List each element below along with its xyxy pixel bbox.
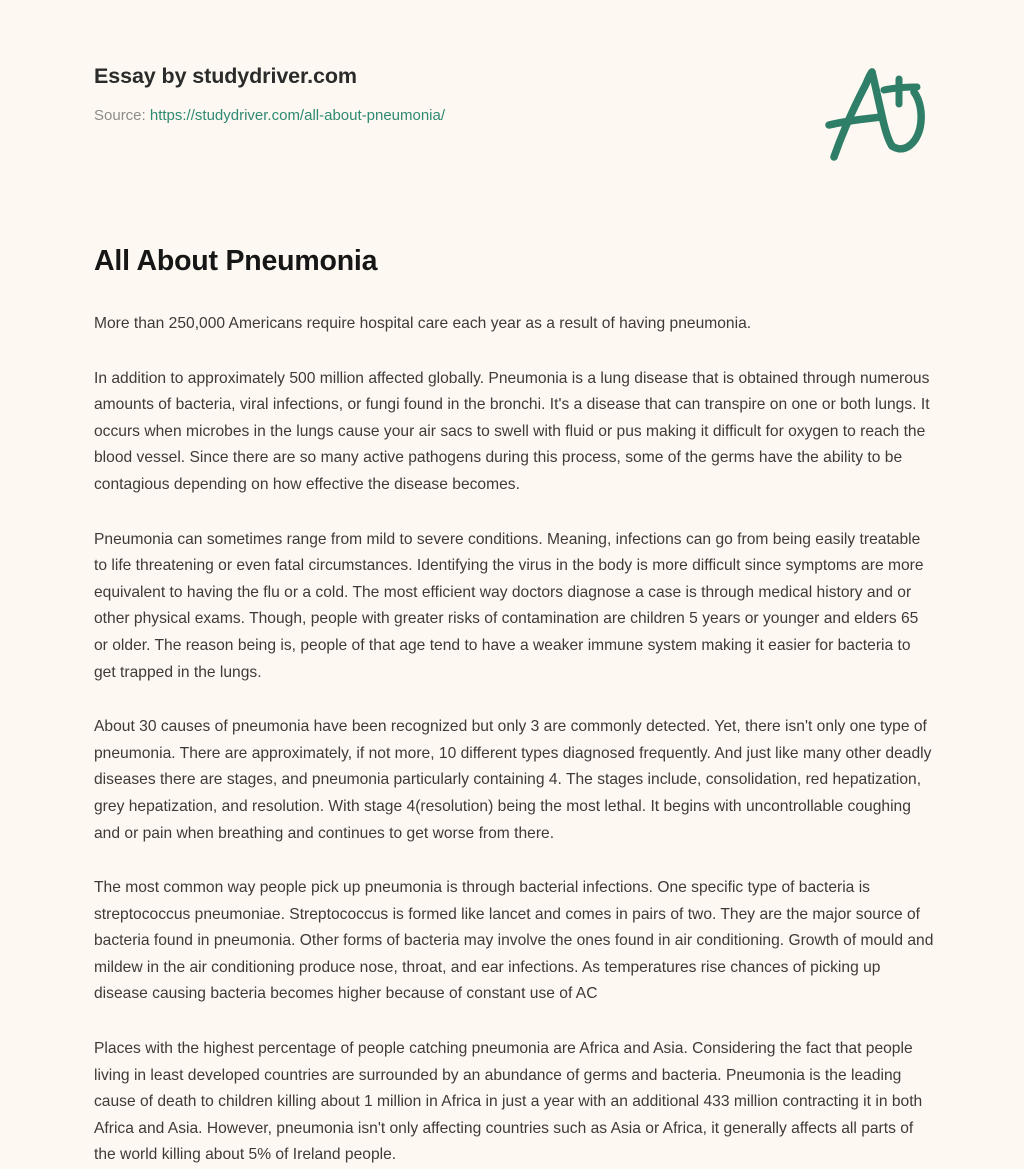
a-plus-logo xyxy=(812,62,932,166)
source-label: Source: xyxy=(94,107,146,124)
paragraph: Places with the highest percentage of people catching pneumonia are Africa and Asia. Considering the fact that people living in least developed countries are surrounded by an abundance of germs and bacteria. Pneumonia is the leading cause of death to children killing about 1 million in Africa in just a year with an additional 433 million contracting it in both Africa and Asia. However, pneumonia isn't only affecting countries such as Asia or Africa, it generally affects all parts of the world killing about 5% of Ireland people. xyxy=(94,1040,923,1164)
paragraph: In addition to approximately 500 million affected globally. Pneumonia is a lung disease that is obtained through numerous amounts of bacteria, viral infections, or fungi found in the bronchi. It's a disease that can transpire on one or both lungs. It occurs when microbes in the lungs cause your air sacs to swell with fluid or pus making it difficult for oxygen to reach the blood vessel. Since there are so many active pathogens during this process, some of the germs have the ability to be contagious depending on how effective the disease becomes. xyxy=(94,369,930,493)
source-url-link[interactable]: https://studydriver.com/all-about-pneumonia/ xyxy=(149,107,446,124)
a-plus-logo-icon xyxy=(812,62,932,166)
source-line xyxy=(94,106,445,126)
essay-attribution: Essay by studydriver.com xyxy=(94,64,357,88)
document-header xyxy=(0,0,1024,200)
article-body xyxy=(94,243,934,1169)
header-text-block xyxy=(94,62,445,126)
paragraph: About 30 causes of pneumonia have been recognized but only 3 are commonly detected. Yet, there isn't only one type of pneumonia. There are approximately, if not more, 10 different types diagnosed frequently. And just like many other deadly diseases there are stages, and pneumonia particularly containing 4. The stages include, consolidation, red hepatization, grey hepatization, and resolution. With stage 4(resolution) being the most lethal. It begins with uncontrollable coughing and or pain when breathing and continues to get worse from there. xyxy=(94,718,932,842)
paragraph: Pneumonia can sometimes range from mild to severe conditions. Meaning, infections can go from being easily treatable to life threatening or even fatal circumstances. Identifying the virus in the body is more difficult since symptoms are more equivalent to having the flu or a cold. The most efficient way doctors diagnose a case is through medical history and or other physical exams. Though, people with greater risks of contamination are children 5 years or younger and elders 65 or older. The reason being is, people of that age tend to have a weaker immune system making it easier for bacteria to get trapped in the lungs. xyxy=(94,530,924,681)
page-title: All About Pneumonia xyxy=(94,245,378,277)
paragraph: More than 250,000 Americans require hospital care each year as a result of having pneumonia. xyxy=(94,315,752,332)
paragraph: The most common way people pick up pneumonia is through bacterial infections. One specific type of bacteria is streptococcus pneumoniae. Streptococcus is formed like lancet and comes in pairs of two. They are the major source of bacteria found in pneumonia. Other forms of bacteria may involve the ones found in air conditioning. Growth of mould and mildew in the air conditioning produce nose, throat, and ear infections. As temperatures rise chances of picking up disease causing bacteria becomes higher because of constant use of AC xyxy=(94,879,934,1003)
